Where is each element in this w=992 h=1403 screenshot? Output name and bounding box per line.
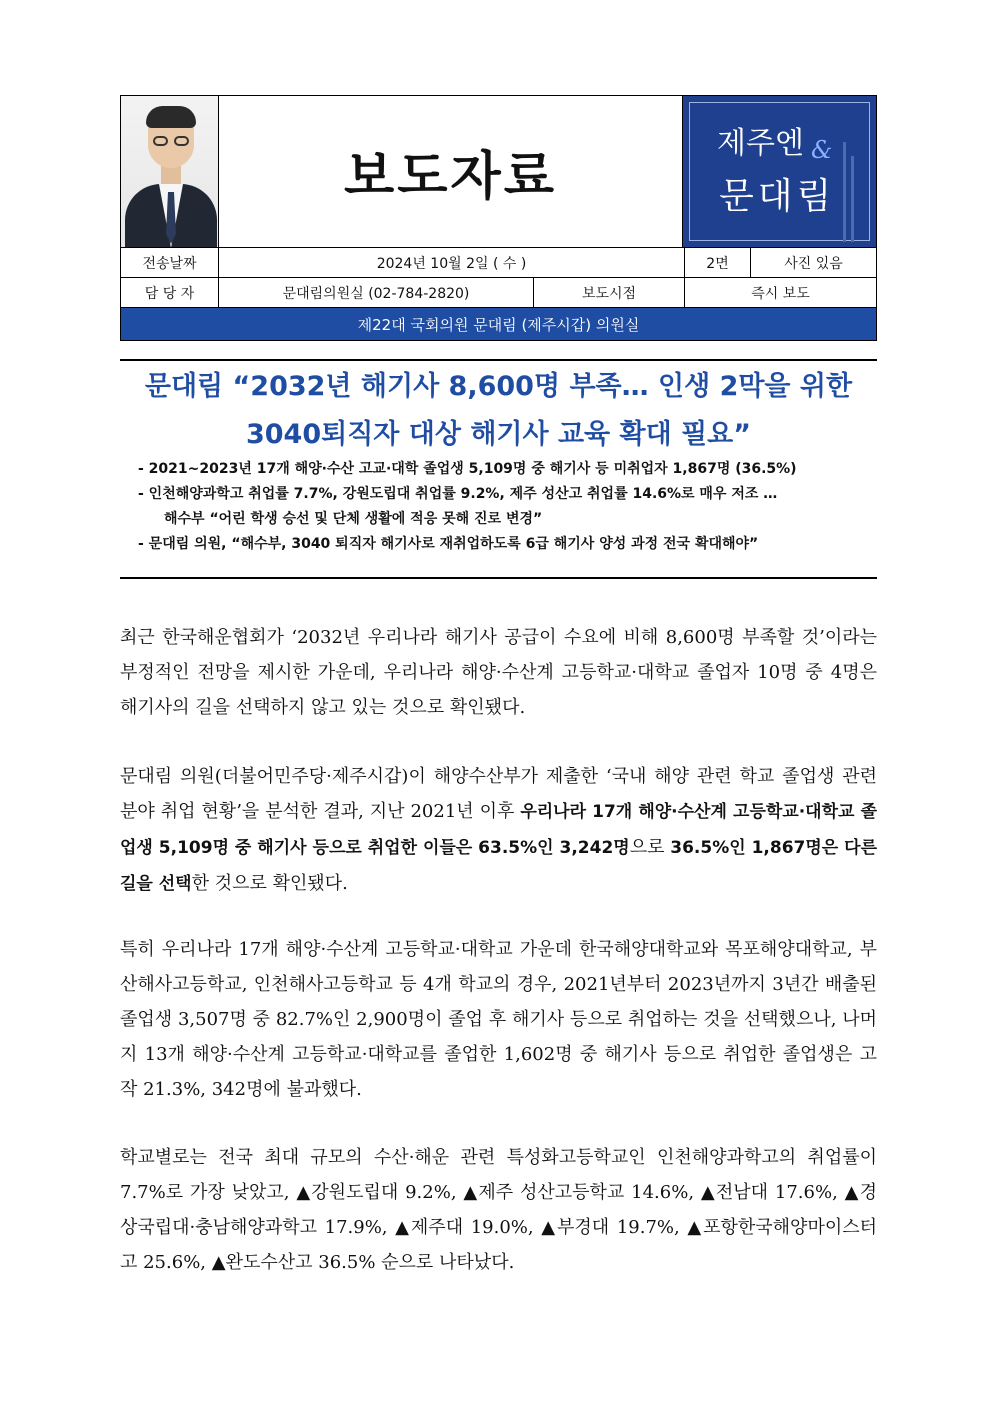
headline-top-rule [120,359,877,361]
subhead-1: - 2021~2023년 17개 해양·수산 고교·대학 졸업생 5,109명 중 해기사 등 미취업자 1,867명 (36.5%) [138,461,797,477]
logo-text-line1: 제주엔 [717,126,804,161]
send-date-value: 2024년 10월 2일 ( 수 ) [219,248,685,277]
release-time-label: 보도시점 [534,278,685,307]
subhead-3: - 문대림 의원, “해수부, 3040 퇴직자 해기사로 재취업하도록 6급 해기사 양성 과정 전국 확대해야” [138,536,759,552]
photo-included: 사진 있음 [784,255,843,272]
contact-value: 문대림의원실 (02-784-2820) [219,278,534,307]
p2-text-e: 한 것으로 확인됐다. [191,873,348,894]
office-band: 제22대 국회의원 문대림 (제주시갑) 의원실 [121,308,876,340]
p2-bold-d: 36.5%인 1,867명은 다른 길을 선택 [120,838,878,894]
p2-bold-b: 우리나라 17개 해양·수산계 고등학교·대학교 졸업생 5,109명 중 해기사 등으로 취업한 이들은 63.5%인 3,242명 [120,802,877,858]
header-top-row [121,96,876,248]
press-release-title: 보도자료 [344,147,557,207]
jeju-moon-logo [683,96,876,247]
send-date-row [121,248,876,278]
p2-text-c: 으로 [629,837,671,858]
contact-row [121,278,876,308]
subhead-2: - 인천해양과학고 취업률 7.7%, 강원도립대 취업률 9.2%, 제주 성산고 취업률 14.6%로 매우 저조 … [138,486,778,502]
body-paragraph-2 [120,759,877,902]
press-header-table [120,95,877,341]
pages-count: 2면 [685,248,751,277]
subhead-2-continued: 해수부 “어린 학생 승선 및 단체 생활에 적응 못해 진로 변경” [164,511,543,527]
lawmaker-photo [121,96,219,247]
logo-ampersand: & [811,136,833,164]
logo-text-line2: 문대림 [719,176,836,217]
headline-line2: 3040퇴직자 대상 해기사 교육 확대 필요” [245,419,752,450]
headline-line1: 문대림 “2032년 해기사 8,600명 부족… 인생 2막을 위한 [144,371,853,402]
subheads [138,457,873,557]
headline-bottom-rule [120,577,877,579]
body-paragraph-4: 학교별로는 전국 최대 규모의 수산·해운 관련 특성화고등학교인 인천해양과학고의 취업률이 7.7%로 가장 낮았고, ▲강원도립대 9.2%, ▲제주 성산고등학교 14.6%, ▲전남대 17.6%, ▲경상국립대·충남해양과학고 17.9%, ▲제주대 19.0%, ▲부경대 19.7%, ▲포항한국해양마이스터고 25.6%, ▲완도수산고 36.5% 순으로 나타났다. [120,1147,877,1273]
body-paragraph-3: 특히 우리나라 17개 해양·수산계 고등학교·대학교 가운데 한국해양대학교와 목포해양대학교, 부산해사고등학교, 인천해사고등학교 등 4개 학교의 경우, 2021년부터 2023년까지 3년간 배출된 졸업생 3,507명 중 82.7%인 2,900명이 졸업 후 해기사 등으로 취업하는 것을 선택했으나, 나머지 13개 해양·수산계 고등학교·대학교를 졸업한 1,602명 중 해기사 등으로 취업한 졸업생은 고작 21.3%, 342명에 불과했다. [120,939,877,1100]
body-paragraph-1: 최근 한국해운협회가 ‘2032년 우리나라 해기사 공급이 수요에 비해 8,600명 부족할 것’이라는 부정적인 전망을 제시한 가운데, 우리나라 해양·수산계 고등학교·대학교 졸업자 10명 중 4명은 해기사의 길을 선택하지 않고 있는 것으로 확인됐다. [120,627,877,718]
release-time-value: 즉시 보도 [751,285,810,302]
press-release-title-cell [219,96,683,247]
send-date-label: 전송날짜 [121,248,219,277]
p2-text-a: 문대림 의원(더불어민주당·제주시갑)이 해양수산부가 제출한 ‘국내 해양 관련 학교 졸업생 관련 분야 취업 현황’을 분석한 결과, 지난 2021년 이후 [120,766,877,822]
contact-label: 담 당 자 [121,278,219,307]
